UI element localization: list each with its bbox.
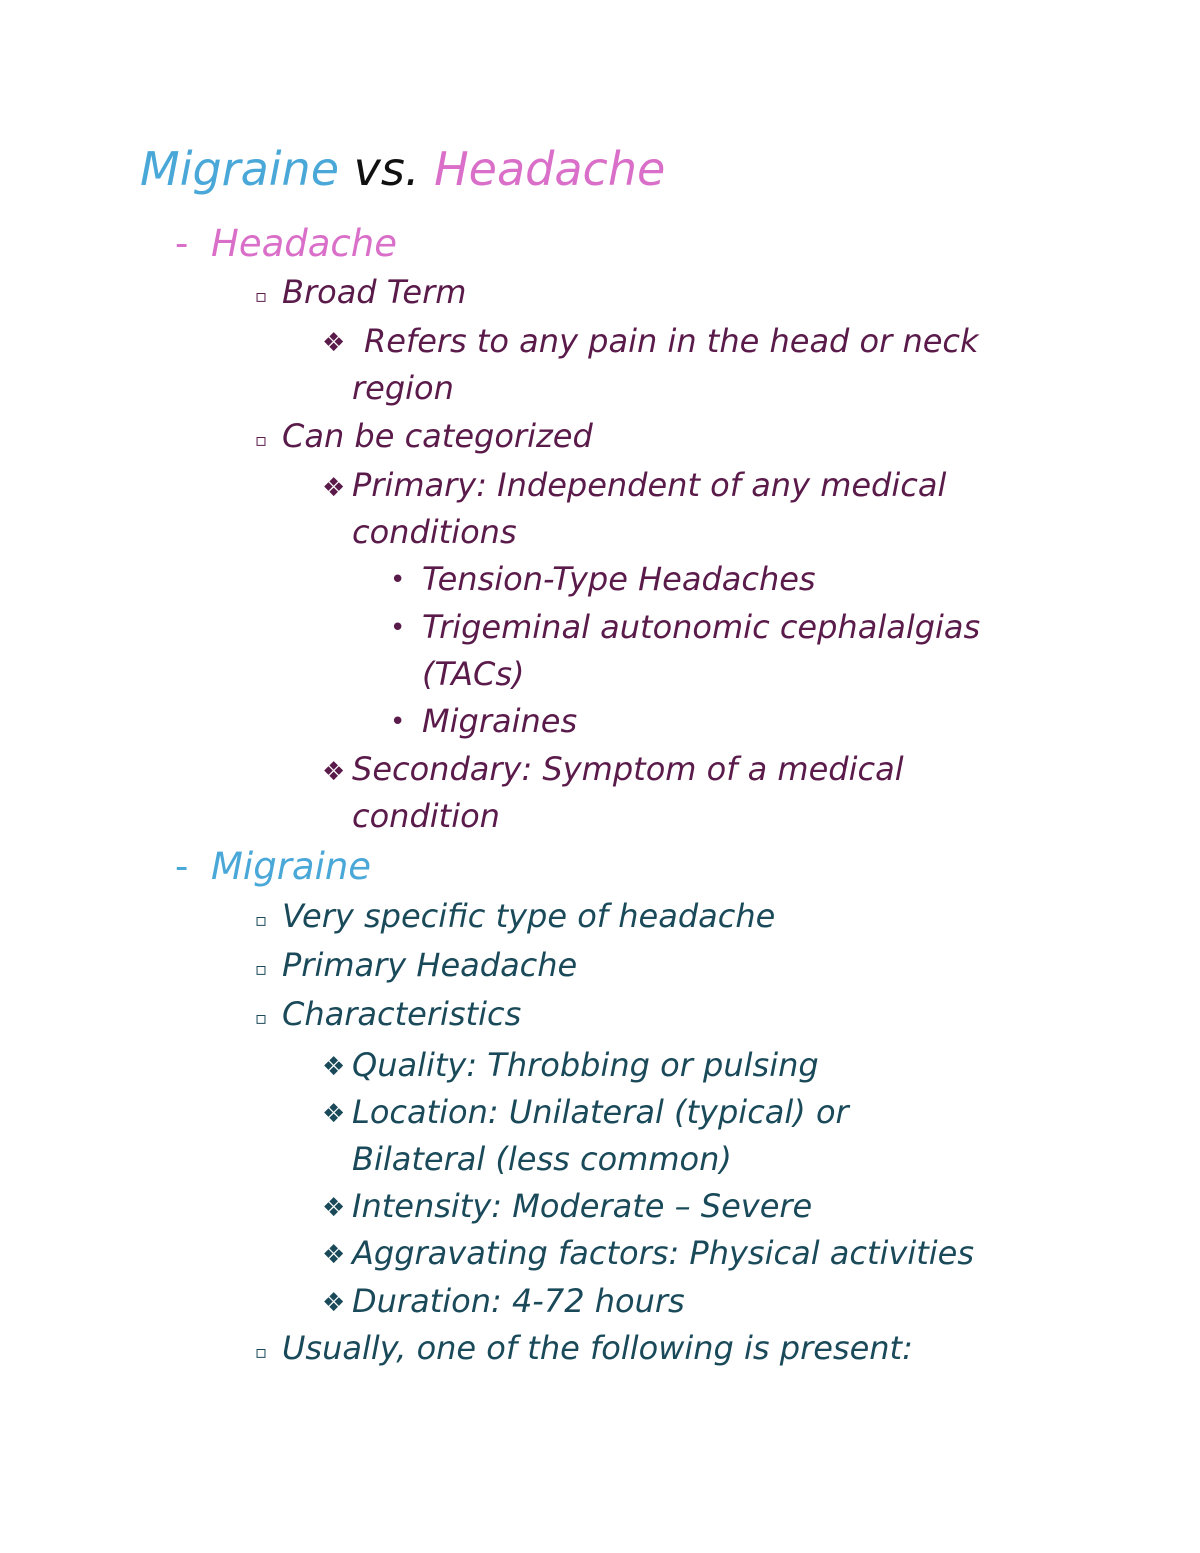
square-bullet-icon: ▫ — [255, 1008, 268, 1029]
square-bullet-icon: ▫ — [255, 910, 268, 931]
diamond-bullet-icon: ❖ — [322, 1240, 346, 1270]
char-aggravating: Aggravating factors: Physical activities — [352, 1234, 975, 1272]
diamond-bullet-icon: ❖ — [322, 473, 346, 503]
secondary-line-1: Secondary: Symptom of a medical — [352, 750, 904, 788]
migraine-usually: Usually, one of the following is present: — [282, 1329, 913, 1367]
page-title — [140, 142, 666, 196]
migraine-heading: - Migraine — [175, 845, 372, 888]
diamond-bullet-icon: ❖ — [322, 1052, 346, 1082]
square-bullet-icon: ▫ — [255, 959, 268, 980]
primary-line-2: conditions — [352, 513, 517, 551]
char-intensity: Intensity: Moderate – Severe — [352, 1187, 813, 1225]
char-duration: Duration: 4-72 hours — [352, 1282, 685, 1320]
char-location-2: Bilateral (less common) — [352, 1140, 732, 1178]
dot-bullet-icon: • — [390, 565, 406, 595]
primary-line-1: Primary: Independent of any medical — [352, 466, 947, 504]
migraine-item-specific: Very specific type of headache — [282, 897, 776, 935]
dash-bullet-icon: - — [175, 222, 189, 265]
refers-line-1: Refers to any pain in the head or neck — [364, 322, 979, 360]
square-bullet-icon: ▫ — [255, 430, 268, 451]
refers-line-2: region — [352, 369, 454, 407]
dot-bullet-icon: • — [390, 707, 406, 737]
diamond-bullet-icon: ❖ — [322, 1288, 346, 1318]
square-bullet-icon: ▫ — [255, 286, 268, 307]
title-migraine: Migraine — [140, 142, 340, 196]
title-vs: vs. — [353, 142, 420, 196]
title-headache: Headache — [434, 142, 666, 196]
broad-term: Broad Term — [282, 273, 467, 311]
char-location-1: Location: Unilateral (typical) or — [352, 1093, 849, 1131]
secondary-line-2: condition — [352, 797, 500, 835]
type-trigeminal: Trigeminal autonomic cephalalgias — [422, 608, 981, 646]
type-trigeminal-abbr: (TACs) — [422, 655, 525, 693]
migraine-item-characteristics: Characteristics — [282, 995, 522, 1033]
dash-bullet-icon: - — [175, 845, 189, 888]
char-quality: Quality: Throbbing or pulsing — [352, 1046, 819, 1084]
migraine-item-primary: Primary Headache — [282, 946, 578, 984]
diamond-bullet-icon: ❖ — [322, 1193, 346, 1223]
diamond-bullet-icon: ❖ — [322, 1099, 346, 1129]
type-migraines: Migraines — [422, 702, 578, 740]
diamond-bullet-icon: ❖ — [322, 328, 346, 358]
diamond-bullet-icon: ❖ — [322, 757, 346, 787]
dot-bullet-icon: • — [390, 613, 406, 643]
square-bullet-icon: ▫ — [255, 1342, 268, 1363]
categorized: Can be categorized — [282, 417, 593, 455]
headache-heading: - Headache — [175, 222, 397, 265]
type-tension: Tension-Type Headaches — [422, 560, 816, 598]
